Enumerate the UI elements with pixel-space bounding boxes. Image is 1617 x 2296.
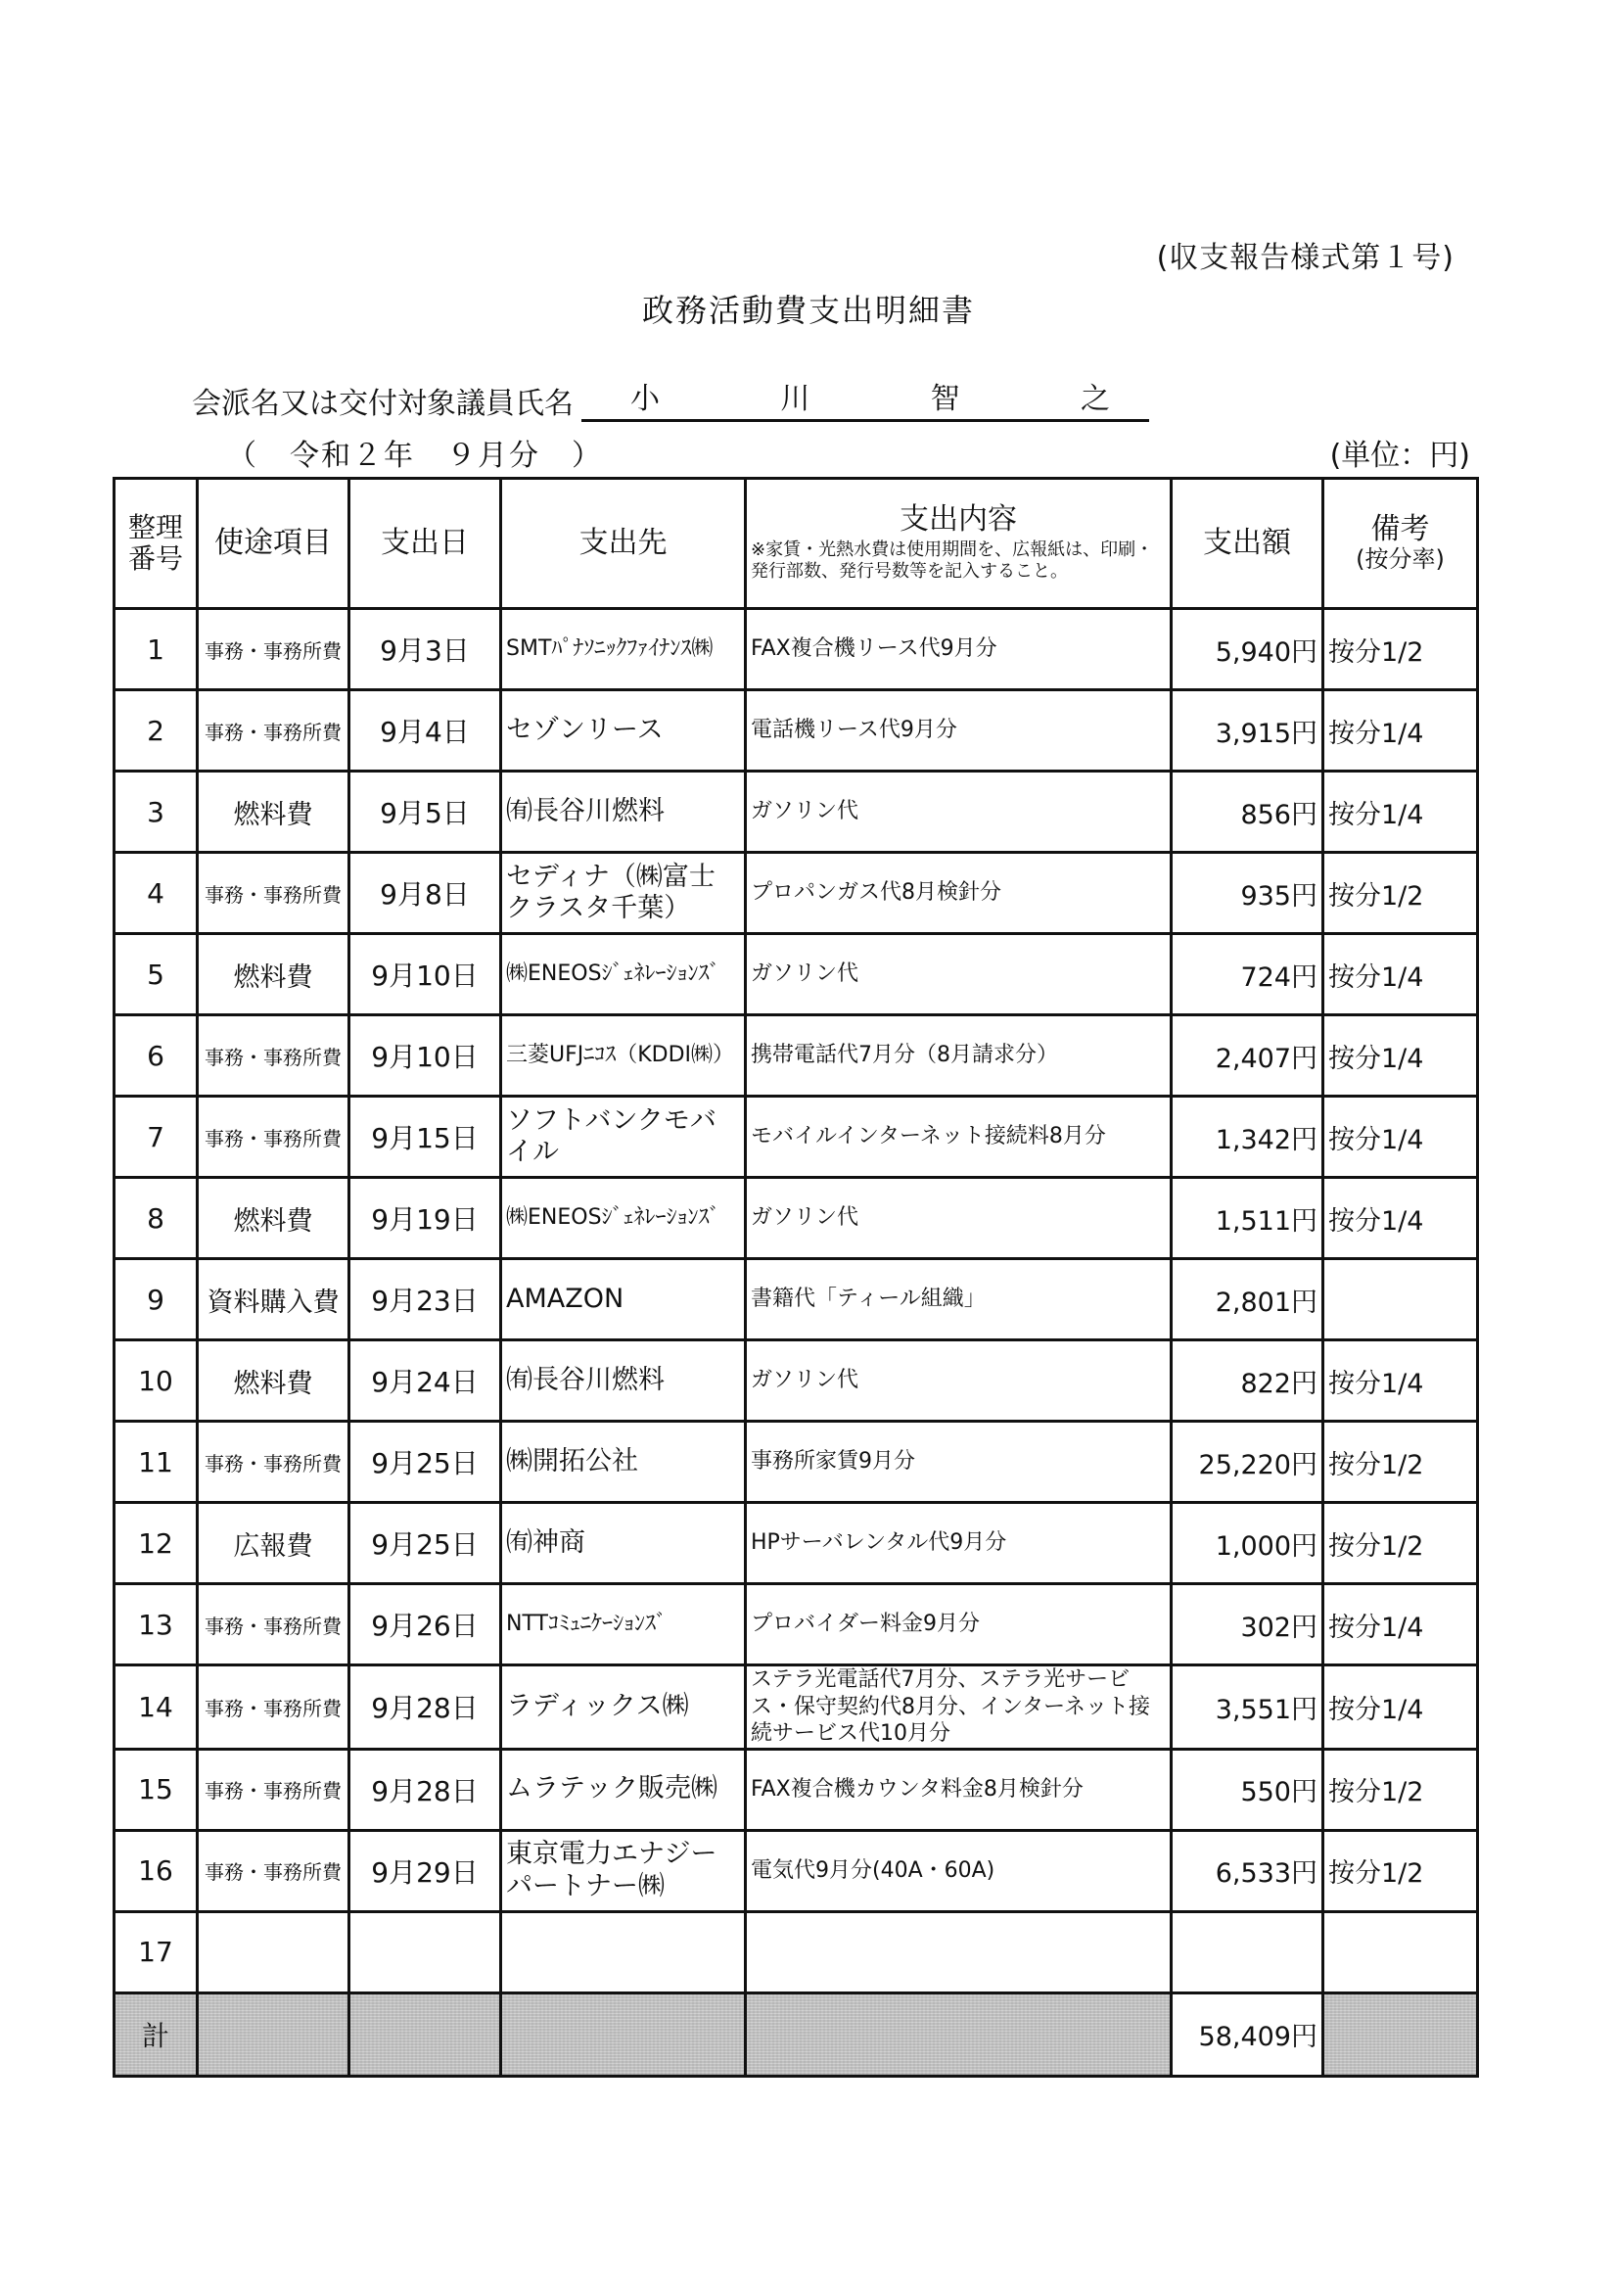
header-remarks-sub: (按分率): [1356, 545, 1445, 574]
row-amount: [1172, 1911, 1323, 1992]
row-number: 12: [115, 1503, 198, 1584]
row-remarks: 按分1/4: [1323, 1665, 1478, 1750]
table-row: [115, 1178, 1478, 1259]
row-remarks: 按分1/4: [1323, 1015, 1478, 1097]
row-payee: 三菱UFJﾆｺｽ（KDDI㈱）: [501, 1015, 746, 1097]
row-remarks: 按分1/4: [1323, 1178, 1478, 1259]
row-date: 9月5日: [349, 772, 501, 853]
row-content: ガソリン代: [746, 1340, 1172, 1422]
row-amount: 5,940円: [1172, 609, 1323, 690]
header-remarks: [1323, 479, 1478, 609]
row-payee: ソフトバンクモバイル: [501, 1097, 746, 1178]
header-date: 支出日: [349, 479, 501, 609]
row-number: 3: [115, 772, 198, 853]
header-content-note: ※家賃・光熱水費は使用期間を、広報紙は、印刷・発行部数、発行号数等を記入すること。: [751, 539, 1154, 583]
table-row: [115, 1340, 1478, 1422]
header-remarks-main: 備考: [1370, 511, 1430, 546]
row-number: 5: [115, 934, 198, 1015]
total-amount: 58,409円: [1172, 1992, 1323, 2076]
row-number: 2: [115, 690, 198, 772]
row-content: 電気代9月分(40A・60A): [746, 1830, 1172, 1911]
row-amount: 3,551円: [1172, 1665, 1323, 1750]
row-category: 事務・事務所費: [198, 1015, 349, 1097]
row-remarks: 按分1/2: [1323, 609, 1478, 690]
row-category: 事務・事務所費: [198, 853, 349, 934]
row-category: 資料購入費: [198, 1259, 349, 1340]
row-category: [198, 1911, 349, 1992]
row-number: 17: [115, 1911, 198, 1992]
row-date: 9月3日: [349, 609, 501, 690]
row-number: 9: [115, 1259, 198, 1340]
row-remarks: 按分1/2: [1323, 1422, 1478, 1503]
row-date: [349, 1911, 501, 1992]
row-amount: 1,000円: [1172, 1503, 1323, 1584]
table-row: [115, 1015, 1478, 1097]
header-payee: 支出先: [501, 479, 746, 609]
row-content: ガソリン代: [746, 1178, 1172, 1259]
row-category: 燃料費: [198, 772, 349, 853]
table-row: [115, 934, 1478, 1015]
row-date: 9月10日: [349, 934, 501, 1015]
row-amount: 856円: [1172, 772, 1323, 853]
table-header-row: [115, 479, 1478, 609]
total-blank: [1323, 1992, 1478, 2076]
table-row: [115, 1749, 1478, 1830]
row-payee: AMAZON: [501, 1259, 746, 1340]
row-date: 9月15日: [349, 1097, 501, 1178]
table-row: [115, 609, 1478, 690]
row-number: 10: [115, 1340, 198, 1422]
table-row: [115, 1503, 1478, 1584]
row-remarks: 按分1/2: [1323, 853, 1478, 934]
row-payee: セゾンリース: [501, 690, 746, 772]
row-category: 燃料費: [198, 1340, 349, 1422]
table-row: [115, 1259, 1478, 1340]
row-category: 燃料費: [198, 1178, 349, 1259]
row-payee: SMTﾊﾟﾅｿﾆｯｸﾌｧｲﾅﾝｽ㈱: [501, 609, 746, 690]
row-payee: NTTｺﾐｭﾆｹｰｼｮﾝｽﾞ: [501, 1584, 746, 1665]
row-number: 11: [115, 1422, 198, 1503]
row-remarks: 按分1/2: [1323, 1503, 1478, 1584]
row-content: ガソリン代: [746, 772, 1172, 853]
row-category: 事務・事務所費: [198, 1097, 349, 1178]
row-remarks: 按分1/4: [1323, 690, 1478, 772]
header-amount: 支出額: [1172, 479, 1323, 609]
row-category: 広報費: [198, 1503, 349, 1584]
row-content: 電話機リース代9月分: [746, 690, 1172, 772]
header-content: [746, 479, 1172, 609]
row-remarks: 按分1/2: [1323, 1830, 1478, 1911]
row-payee: ㈱ENEOSｼﾞｪﾈﾚｰｼｮﾝｽﾞ: [501, 1178, 746, 1259]
row-amount: 2,801円: [1172, 1259, 1323, 1340]
table-row: [115, 1097, 1478, 1178]
member-name-char: 智: [930, 382, 960, 416]
table-row: [115, 772, 1478, 853]
member-name: [581, 374, 1149, 422]
table-row: [115, 1584, 1478, 1665]
period: （ 令和２年 ９月分 ）: [227, 439, 603, 473]
member-name-char: 之: [1080, 382, 1110, 416]
unit-label: (単位：円): [1329, 439, 1470, 473]
row-category: 事務・事務所費: [198, 690, 349, 772]
row-date: 9月25日: [349, 1422, 501, 1503]
row-payee: ㈲長谷川燃料: [501, 1340, 746, 1422]
row-payee: ムラテック販売㈱: [501, 1749, 746, 1830]
row-payee: ラディックス㈱: [501, 1665, 746, 1750]
row-number: 16: [115, 1830, 198, 1911]
row-amount: 302円: [1172, 1584, 1323, 1665]
row-category: 事務・事務所費: [198, 609, 349, 690]
row-number: 7: [115, 1097, 198, 1178]
row-amount: 935円: [1172, 853, 1323, 934]
member-label: 会派名又は交付対象議員氏名: [192, 387, 574, 421]
row-number: 1: [115, 609, 198, 690]
row-amount: 550円: [1172, 1749, 1323, 1830]
table-row: [115, 1830, 1478, 1911]
page-title: 政務活動費支出明細書: [641, 292, 975, 329]
row-amount: 3,915円: [1172, 690, 1323, 772]
header-number: 整理番号: [115, 479, 198, 609]
row-category: 燃料費: [198, 934, 349, 1015]
row-number: 8: [115, 1178, 198, 1259]
form-number: (収支報告様式第１号): [1156, 241, 1455, 275]
row-payee: セディナ（㈱富士クラスタ千葉）: [501, 853, 746, 934]
row-category: 事務・事務所費: [198, 1584, 349, 1665]
row-amount: 6,533円: [1172, 1830, 1323, 1911]
row-payee: 東京電力エナジーパートナー㈱: [501, 1830, 746, 1911]
row-payee: ㈲長谷川燃料: [501, 772, 746, 853]
row-date: 9月24日: [349, 1340, 501, 1422]
header-category: 使途項目: [198, 479, 349, 609]
row-amount: 1,511円: [1172, 1178, 1323, 1259]
row-date: 9月19日: [349, 1178, 501, 1259]
table-row: [115, 690, 1478, 772]
header-content-main: 支出内容: [900, 502, 1017, 538]
table-row: [115, 1422, 1478, 1503]
row-payee: ㈲神商: [501, 1503, 746, 1584]
row-remarks: 按分1/2: [1323, 1749, 1478, 1830]
row-category: 事務・事務所費: [198, 1830, 349, 1911]
row-amount: 724円: [1172, 934, 1323, 1015]
row-number: 13: [115, 1584, 198, 1665]
total-blank: [501, 1992, 746, 2076]
row-remarks: 按分1/4: [1323, 772, 1478, 853]
row-date: 9月4日: [349, 690, 501, 772]
row-payee: ㈱開拓公社: [501, 1422, 746, 1503]
row-remarks: 按分1/4: [1323, 1584, 1478, 1665]
row-date: 9月28日: [349, 1665, 501, 1750]
row-content: ステラ光電話代7月分、ステラ光サービス・保守契約代8月分、インターネット接続サービス代10月分: [746, 1665, 1172, 1750]
row-content: ガソリン代: [746, 934, 1172, 1015]
member-line: [192, 374, 1149, 422]
row-date: 9月29日: [349, 1830, 501, 1911]
row-number: 4: [115, 853, 198, 934]
member-name-char: 小: [630, 382, 660, 416]
row-content: FAX複合機カウンタ料金8月検針分: [746, 1749, 1172, 1830]
total-blank: [198, 1992, 349, 2076]
row-content: [746, 1911, 1172, 1992]
row-number: 14: [115, 1665, 198, 1750]
row-amount: 25,220円: [1172, 1422, 1323, 1503]
row-amount: 822円: [1172, 1340, 1323, 1422]
row-amount: 2,407円: [1172, 1015, 1323, 1097]
row-content: プロパンガス代8月検針分: [746, 853, 1172, 934]
row-category: 事務・事務所費: [198, 1422, 349, 1503]
row-content: 事務所家賃9月分: [746, 1422, 1172, 1503]
row-date: 9月23日: [349, 1259, 501, 1340]
row-number: 15: [115, 1749, 198, 1830]
row-date: 9月10日: [349, 1015, 501, 1097]
row-date: 9月8日: [349, 853, 501, 934]
row-category: 事務・事務所費: [198, 1749, 349, 1830]
row-remarks: 按分1/4: [1323, 1340, 1478, 1422]
row-date: 9月26日: [349, 1584, 501, 1665]
row-content: 書籍代「ティール組織」: [746, 1259, 1172, 1340]
row-content: プロバイダー料金9月分: [746, 1584, 1172, 1665]
row-content: モバイルインターネット接続料8月分: [746, 1097, 1172, 1178]
row-amount: 1,342円: [1172, 1097, 1323, 1178]
total-blank: [746, 1992, 1172, 2076]
row-category: 事務・事務所費: [198, 1665, 349, 1750]
row-content: FAX複合機リース代9月分: [746, 609, 1172, 690]
row-remarks: 按分1/4: [1323, 1097, 1478, 1178]
row-payee: [501, 1911, 746, 1992]
member-name-char: 川: [780, 382, 810, 416]
row-date: 9月25日: [349, 1503, 501, 1584]
table-row: [115, 1911, 1478, 1992]
total-row: [115, 1992, 1478, 2076]
table-row: [115, 853, 1478, 934]
row-content: 携帯電話代7月分（8月請求分）: [746, 1015, 1172, 1097]
row-date: 9月28日: [349, 1749, 501, 1830]
expense-table: [113, 477, 1479, 2078]
row-number: 6: [115, 1015, 198, 1097]
total-label: 計: [115, 1992, 198, 2076]
row-remarks: [1323, 1911, 1478, 1992]
row-remarks: [1323, 1259, 1478, 1340]
row-payee: ㈱ENEOSｼﾞｪﾈﾚｰｼｮﾝｽﾞ: [501, 934, 746, 1015]
row-content: HPサーバレンタル代9月分: [746, 1503, 1172, 1584]
total-blank: [349, 1992, 501, 2076]
table-row: [115, 1665, 1478, 1750]
row-remarks: 按分1/4: [1323, 934, 1478, 1015]
